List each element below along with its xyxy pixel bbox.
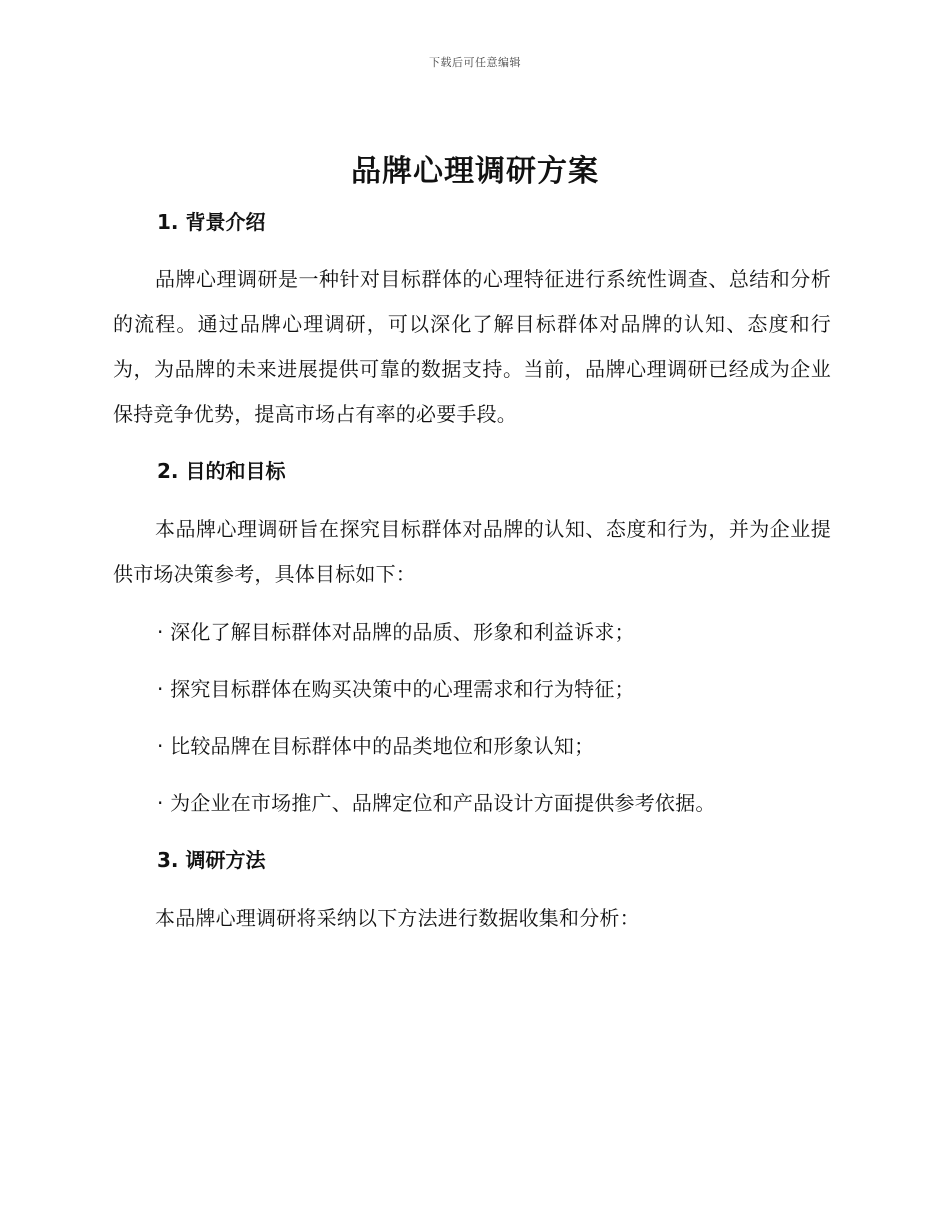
header-note: 下载后可任意编辑 — [429, 56, 521, 69]
goal-bullet-item: · 探究目标群体在购买决策中的心理需求和行为特征； — [157, 677, 635, 701]
goal-bullet-item: · 为企业在市场推广、品牌定位和产品设计方面提供参考依据。 — [157, 791, 716, 815]
goal-bullet-item: · 深化了解目标群体对品牌的品质、形象和利益诉求； — [157, 620, 635, 644]
section-paragraph-goals: 本品牌心理调研旨在探究目标群体对品牌的认知、态度和行为，并为企业提供市场决策参考，具体目标如下： — [113, 517, 831, 586]
section-paragraph-methods: 本品牌心理调研将采纳以下方法进行数据收集和分析： — [155, 906, 640, 930]
document-title: 品牌心理调研方案 — [351, 154, 599, 189]
section-heading-goals: 2. 目的和目标 — [157, 459, 286, 483]
section-heading-background: 1. 背景介绍 — [157, 210, 266, 234]
section-paragraph-background: 品牌心理调研是一种针对目标群体的心理特征进行系统性调查、总结和分析的流程。通过品牌心理调研，可以深化了解目标群体对品牌的认知、态度和行为，为品牌的未来进展提供可靠的数据支持。当前，品牌心理调研已经成为企业保持竞争优势，提高市场占有率的必要手段。 — [113, 267, 831, 426]
goal-bullet-item: · 比较品牌在目标群体中的品类地位和形象认知； — [157, 734, 595, 758]
section-heading-methods: 3. 调研方法 — [157, 848, 266, 872]
